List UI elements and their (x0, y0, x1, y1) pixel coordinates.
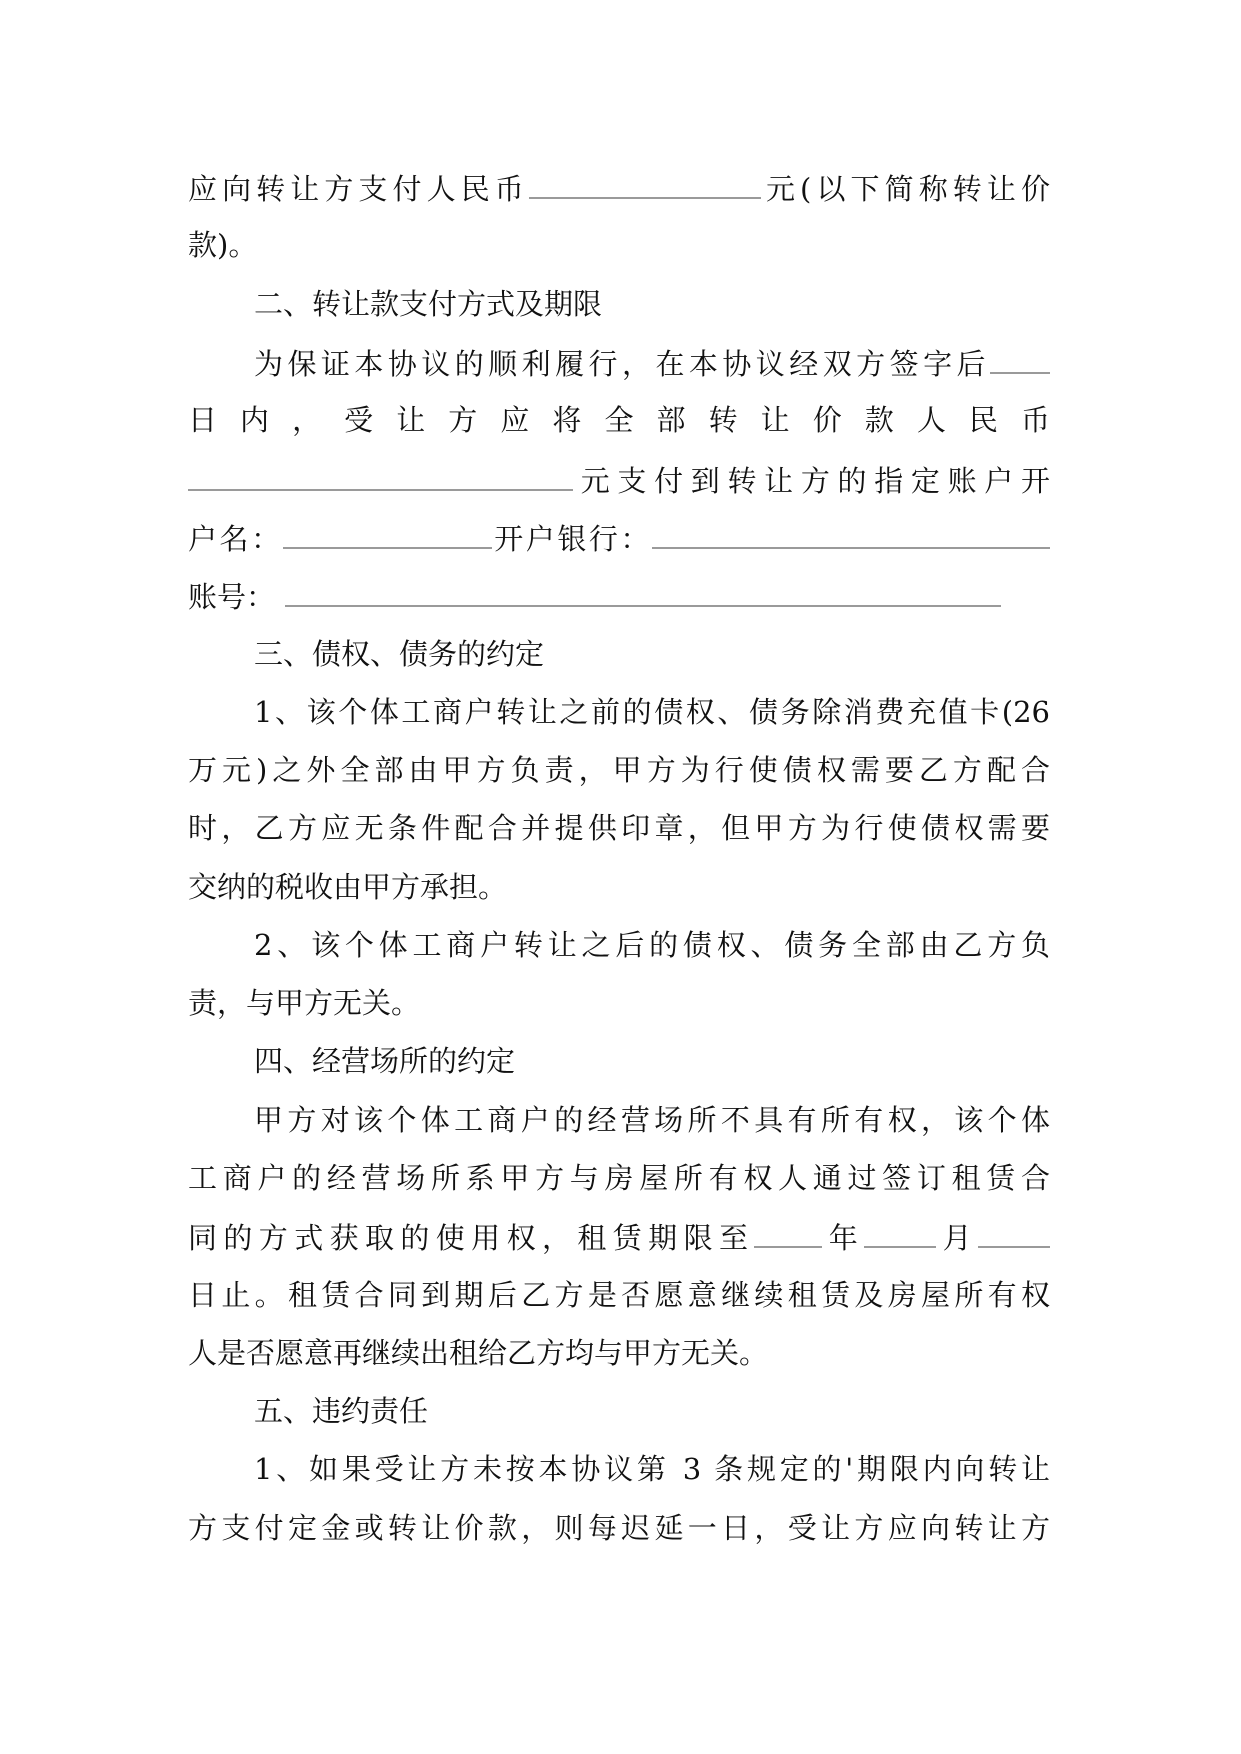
section-heading (188, 634, 1050, 674)
text-line (188, 400, 1050, 440)
text: 四、经营场所的约定 (254, 1044, 516, 1078)
text-line (188, 575, 1050, 615)
text-line (188, 750, 1050, 790)
text-line (188, 1216, 1050, 1256)
text: 万元)之外全部由甲方负责，甲方为行使债权需要乙方配合 (188, 753, 1050, 787)
fill-in-blank[interactable] (990, 342, 1050, 374)
text: 同的方式获取的使用权，租赁期限至 (188, 1221, 755, 1255)
text-line (188, 459, 1050, 499)
text: 人是否愿意再继续出租给乙方均与甲方无关。 (188, 1336, 769, 1370)
text: 三、债权、债务的约定 (254, 637, 545, 671)
text: 1、该个体工商户转让之前的债权、债务除消费充值卡(26 (254, 695, 1050, 729)
text: 元(以下简称转让价 (760, 172, 1050, 206)
text: 责，与甲方无关。 (188, 986, 421, 1020)
account-number-blank[interactable] (285, 575, 1001, 607)
text: 2、该个体工商户转让之后的债权、债务全部由乙方负 (254, 928, 1050, 962)
fill-in-blank[interactable] (188, 459, 573, 491)
text: 开户银行： (491, 522, 652, 556)
text: 日 内 ， 受 让 方 应 将 全 部 转 让 价 款 人 民 币 (188, 403, 1050, 437)
text-line (188, 1508, 1050, 1548)
text: 交纳的税收由甲方承担。 (188, 870, 508, 904)
text: 月 (936, 1221, 978, 1255)
bank-blank[interactable] (652, 517, 1050, 549)
text-line (188, 808, 1050, 848)
text-line (188, 1100, 1050, 1140)
text: 户名： (188, 522, 283, 556)
text-line (188, 1449, 1050, 1489)
text-line (188, 692, 1050, 732)
section-heading (188, 1391, 1050, 1431)
text-line (188, 342, 1050, 382)
month-blank[interactable] (864, 1216, 936, 1248)
account-name-blank[interactable] (283, 517, 492, 549)
section-heading (188, 1041, 1050, 1081)
fill-in-blank[interactable] (529, 167, 761, 199)
text: 时，乙方应无条件配合并提供印章，但甲方为行使债权需要 (188, 811, 1050, 845)
text-line (188, 925, 1050, 965)
text-line (188, 517, 1050, 557)
text: 为保证本协议的顺利履行，在本协议经双方签字后 (254, 347, 990, 381)
text: 款)。 (188, 228, 258, 262)
text-line (188, 983, 1050, 1023)
text: 年 (822, 1221, 865, 1255)
text-line (188, 1333, 1050, 1373)
year-blank[interactable] (754, 1216, 822, 1248)
text: 日止。租赁合同到期后乙方是否愿意继续租赁及房屋所有权 (188, 1278, 1050, 1312)
text-line (188, 1275, 1050, 1315)
text: 方支付定金或转让价款，则每迟延一日，受让方应向转让方 (188, 1511, 1050, 1545)
text: 应向转让方支付人民币 (188, 172, 529, 206)
text-line (188, 1158, 1050, 1198)
text: 元支付到转让方的指定账户开 (573, 464, 1050, 498)
text: 1、如果受让方未按本协议第 3 条规定的'期限内向转让 (254, 1452, 1050, 1486)
text-line (188, 225, 1050, 265)
text: 工商户的经营场所系甲方与房屋所有权人通过签订租赁合 (188, 1161, 1050, 1195)
text-line (188, 867, 1050, 907)
text: 账号： (188, 580, 276, 614)
text: 甲方对该个体工商户的经营场所不具有所有权，该个体 (254, 1103, 1050, 1137)
text: 二、转让款支付方式及期限 (254, 287, 603, 321)
day-blank[interactable] (978, 1216, 1050, 1248)
section-heading (188, 284, 1050, 324)
text-line (188, 167, 1050, 207)
text: 五、违约责任 (254, 1394, 429, 1428)
